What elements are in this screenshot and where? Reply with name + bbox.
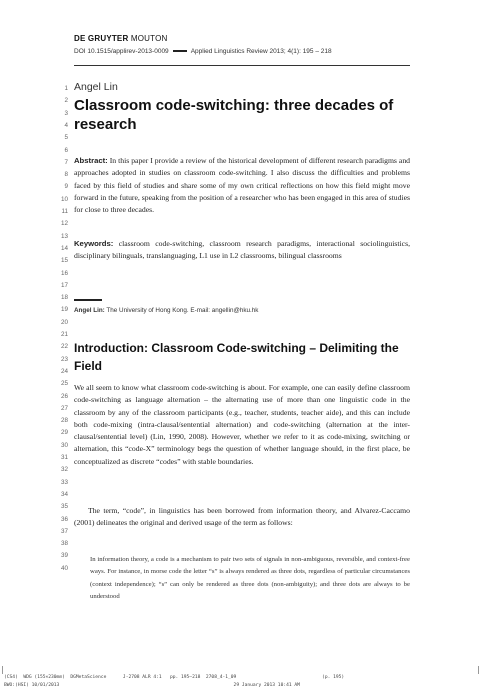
line-number: 39 [60, 552, 68, 560]
line-number: 9 [64, 183, 68, 191]
abstract-text: In this paper I provide a review of the historical development of different research paradigms and approaches adopted in studies on classroom code-switching. I also discuss the difficulties and problems faced by this field of studies and share some of my own critical reflections on how this field might move forward in the future, speaking from the position of a researcher who has been engaged in this area of studies for close to three decades. [74, 156, 411, 215]
line-number: 3 [64, 109, 68, 117]
abstract [74, 155, 410, 216]
print-slug-line-1: (CS4) WDG (155×230mm) DGMetaScience J-2708 ALR 4:1 pp. 195–218 2708_4-1_09 (p. 195) [4, 675, 345, 680]
abstract-label: Abstract: [74, 156, 108, 165]
line-number: 32 [60, 466, 68, 474]
line-number: 10 [60, 195, 68, 203]
line-number: 5 [64, 134, 68, 142]
line-number: 19 [60, 306, 68, 314]
line-number: 17 [60, 281, 68, 289]
header-rule [74, 65, 410, 66]
line-number: 30 [60, 441, 68, 449]
doi: DOI 10.1515/applirev-2013-0009 [74, 48, 169, 55]
line-number: 31 [60, 454, 68, 461]
line-number: 28 [60, 417, 68, 425]
line-number: 36 [60, 515, 68, 523]
line-number: 14 [60, 244, 68, 252]
article-title: Classroom code-switching: three decades of research [74, 97, 394, 133]
line-number: 25 [60, 380, 68, 388]
publisher-imprint: MOUTON [130, 34, 168, 43]
section-heading: Introduction: Classroom Code-switching – Delimiting the Field [74, 341, 399, 373]
line-number: 6 [64, 146, 68, 154]
line-number: 2 [64, 97, 68, 105]
publisher-name: DE GRUYTER [74, 34, 129, 43]
line-number: 40 [60, 564, 68, 572]
affiliation-label: Angel Lin: [74, 307, 105, 314]
affiliation [74, 307, 258, 314]
line-number: 38 [60, 540, 68, 548]
print-slug-line-2: BWO:(HSI) 10/01/2013 29 January 2013 10:41 AM [4, 683, 300, 688]
journal-header [74, 48, 332, 55]
body-paragraph-2: The term, “code”, in linguistics has been borrowed from information theory, and Alvarez-Caccamo (2001) delineates the original and derived usage of the term as follows: [74, 506, 410, 528]
line-number: 29 [60, 429, 68, 437]
line-number: 1 [64, 85, 68, 92]
journal-citation: Applied Linguistics Review 2013; 4(1): 195 – 218 [190, 48, 332, 55]
block-quote: In information theory, a code is a mechanism to pair two sets of signals in non-ambiguous, reversible, and context-free ways. For instance, in morse code the letter “s” is always rendered as three dots, regardless of particular circumstances (context independence); “s” can only be rendered as three dots (non-ambiguity); and three dots are always to be understood [90, 556, 410, 600]
line-number: 21 [60, 331, 68, 338]
affiliation-rule [74, 299, 102, 301]
line-number: 18 [60, 294, 68, 302]
line-number: 16 [60, 269, 68, 277]
line-number: 13 [60, 232, 68, 240]
author-name: Angel Lin [74, 81, 118, 93]
line-number: 22 [60, 343, 68, 351]
keywords-text: classroom code-switching, classroom research paradigms, interactional sociolinguistics, disciplinary bilinguals, translanguaging, L1 use in L2 classrooms, bilingual classrooms [74, 239, 410, 261]
line-number: 20 [60, 318, 68, 326]
line-number: 26 [60, 392, 68, 400]
line-number: 11 [61, 208, 68, 215]
line-number: 15 [60, 257, 68, 265]
line-number: 12 [60, 220, 68, 228]
line-number: 37 [60, 527, 68, 535]
line-number: 23 [60, 355, 68, 363]
keywords [74, 238, 410, 263]
line-number: 34 [60, 490, 68, 498]
line-number: 27 [60, 404, 68, 412]
header-separator [173, 50, 187, 52]
line-number: 35 [60, 503, 68, 511]
affiliation-text: The University of Hong Kong. E-mail: angellin@hku.hk [106, 307, 259, 314]
line-number: 7 [64, 158, 68, 166]
line-number: 8 [64, 171, 68, 179]
crop-mark-left [2, 666, 3, 674]
line-number: 33 [60, 478, 68, 486]
keywords-label: Keywords: [74, 239, 114, 248]
publisher-logo [74, 34, 168, 43]
line-number: 4 [64, 121, 68, 129]
crop-mark-right [478, 666, 479, 674]
body-paragraph-1: We all seem to know what classroom code-switching is about. For example, one can easily define classroom code-switching as language alternation – the alternating use of more than one linguistic code in the classroom by any of the classroom participants (e.g., teacher, students, teacher aide), and this can include both code-mixing (intra-clausal/sentential alternation) and code-switching (alternation at the inter-clausal/sentential level) (Lin, 1990, 2008). However, whether we refer to it as code-mixing, switching or alternation, this “code-X” terminology begs the question of whether language should, in the first place, be conceptualized as discrete “codes” with stable boundaries. [74, 383, 410, 466]
line-number: 24 [60, 367, 68, 375]
